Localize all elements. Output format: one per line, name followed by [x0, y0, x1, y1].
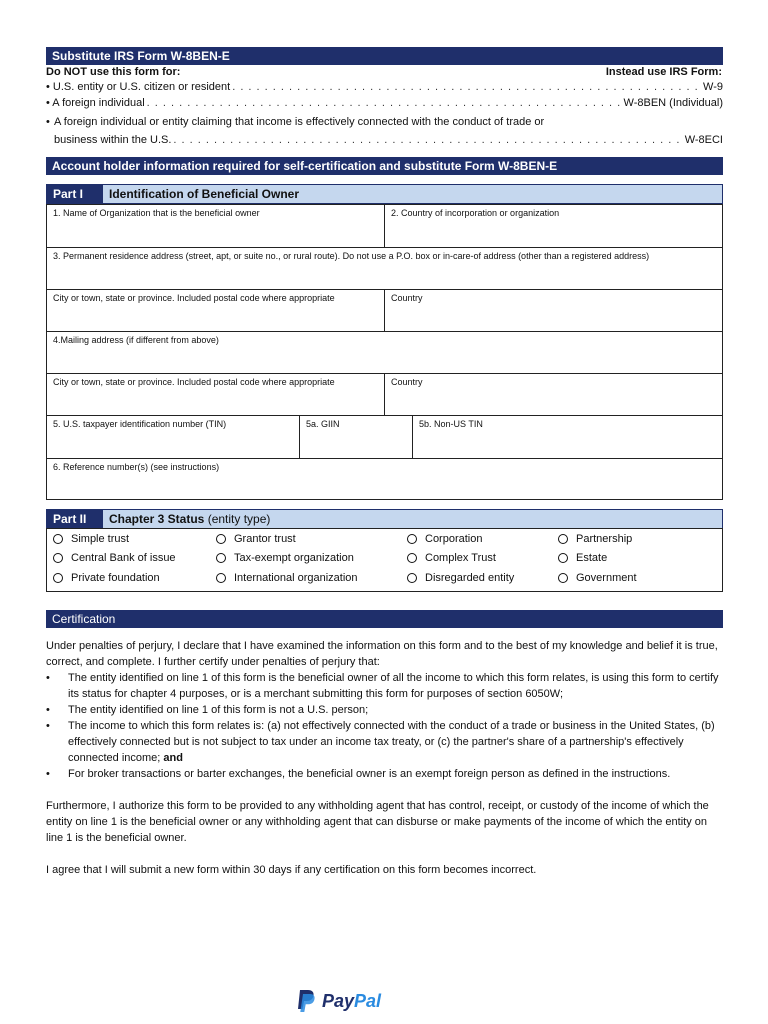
city2-field[interactable] — [47, 374, 385, 415]
option-label: Tax-exempt organization — [234, 552, 354, 564]
logo-pal: Pal — [354, 990, 382, 1011]
bullet-text-group — [68, 718, 723, 766]
option-label: Grantor trust — [234, 533, 296, 545]
alternative-label: • A foreign individual — [46, 97, 145, 109]
reference-number-field[interactable] — [47, 459, 722, 499]
leader-dots — [145, 96, 624, 110]
paypal-wordmark — [322, 991, 381, 1012]
bullet-text: The entity identified on line 1 of this form is not a U.S. person; — [68, 704, 369, 716]
certification-bar: Certification — [46, 610, 723, 628]
logo-pay: Pay — [322, 990, 355, 1011]
radio-icon[interactable] — [53, 534, 63, 544]
perm-address-label: 3. Permanent residence address (street, apt, or suite no., or rural route). Do not use a P.O. box or in-care-of address (other than a registered address) — [53, 251, 650, 261]
option-tax-exempt[interactable] — [216, 551, 354, 565]
alternative-row-w8eci — [54, 133, 723, 147]
option-label: Central Bank of issue — [71, 552, 176, 564]
paypal-logo — [296, 989, 381, 1013]
certification-intro: Under penalties of perjury, I declare that I have examined the information on this form and to the best of my knowledge and belief it is true, correct, and complete. I further certify under penalties of perjury that: — [46, 640, 718, 668]
bullet-dot: • — [46, 768, 50, 780]
alternative-row-w8ben — [46, 96, 723, 110]
country2-label: Country — [391, 377, 423, 387]
part1-header — [46, 184, 723, 204]
alternative-label: business within the U.S. — [54, 134, 172, 146]
radio-icon[interactable] — [216, 534, 226, 544]
radio-icon[interactable] — [216, 553, 226, 563]
mailing-address-field[interactable] — [47, 332, 722, 373]
option-label: Partnership — [576, 533, 633, 545]
org-name-label: 1. Name of Organization that is the beneficial owner — [53, 208, 260, 218]
bullet-and: and — [163, 752, 183, 764]
non-us-tin-field[interactable] — [413, 416, 722, 458]
option-disregarded-entity[interactable] — [407, 571, 514, 585]
bullet-text: The entity identified on line 1 of this form is the beneficial owner of all the income to which this form relates, is using this form to certify its status for chapter 4 purposes, or is a merchant submitting this form for purposes of section 6050W; — [68, 672, 719, 700]
giin-field[interactable] — [300, 416, 412, 458]
country2-field[interactable] — [385, 374, 722, 415]
non-us-tin-label: 5b. Non-US TIN — [419, 419, 483, 429]
reference-number-label: 6. Reference number(s) (see instructions) — [53, 462, 220, 472]
leader-dots — [230, 80, 703, 94]
alternative-form: W-8ECI — [684, 134, 723, 146]
instead-use-label: Instead use IRS Form: — [605, 66, 722, 78]
bullet-dot: • — [46, 672, 50, 684]
certification-bullet — [46, 766, 726, 782]
alternative-eci-bullet: • — [46, 116, 50, 128]
part1-title: Identification of Beneficial Owner — [109, 187, 300, 201]
part2-title-suffix: (entity type) — [207, 512, 271, 526]
certification-bullet — [46, 670, 726, 702]
option-grantor-trust[interactable] — [216, 532, 296, 546]
option-simple-trust[interactable] — [53, 532, 129, 546]
country1-field[interactable] — [385, 290, 722, 331]
leader-dots — [171, 133, 684, 147]
do-not-use-label: Do NOT use this form for: — [46, 66, 181, 78]
option-international-org[interactable] — [216, 571, 358, 585]
entity-type-options — [46, 528, 723, 592]
part2-tag: Part II — [47, 510, 103, 528]
option-complex-trust[interactable] — [407, 551, 496, 565]
city2-label: City or town, state or province. Included postal code where appropriate — [53, 377, 335, 387]
option-partnership[interactable] — [558, 532, 632, 546]
option-estate[interactable] — [558, 551, 607, 565]
option-corporation[interactable] — [407, 532, 482, 546]
radio-icon[interactable] — [407, 553, 417, 563]
radio-icon[interactable] — [558, 534, 568, 544]
certification-bullet — [46, 718, 726, 766]
bullet-dot: • — [46, 720, 50, 732]
option-private-foundation[interactable] — [53, 571, 160, 585]
org-name-field[interactable] — [47, 205, 385, 247]
option-label: Estate — [576, 552, 608, 564]
city1-field[interactable] — [47, 290, 385, 331]
us-tin-label: 5. U.S. taxpayer identification number (TIN) — [53, 419, 227, 429]
part1-fields — [46, 204, 723, 500]
alternative-label: • U.S. entity or U.S. citizen or resident — [46, 81, 231, 93]
certification-furthermore: Furthermore, I authorize this form to be provided to any withholding agent that has control, receipt, or custody of the income of which the entity on line 1 is the beneficial owner or any withholding agent that can disburse or make payments of the income of which the entity on line 1 is the beneficial owner. — [46, 800, 709, 844]
country-incorp-field[interactable] — [385, 205, 722, 247]
alternative-form: W-9 — [703, 81, 723, 93]
bullet-dot: • — [46, 704, 50, 716]
city1-label: City or town, state or province. Included postal code where appropriate — [53, 293, 335, 303]
option-label: Corporation — [425, 533, 483, 545]
radio-icon[interactable] — [53, 553, 63, 563]
form-title-bar: Substitute IRS Form W-8BEN-E — [46, 47, 723, 65]
radio-icon[interactable] — [558, 573, 568, 583]
certification-bullet — [46, 702, 726, 718]
alternative-eci-line1: A foreign individual or entity claiming that income is effectively connected with the conduct of trade or — [54, 116, 545, 128]
bullet-text: For broker transactions or barter exchanges, the beneficial owner is an exempt foreign person as defined in the instructions. — [68, 768, 671, 780]
option-label: Government — [576, 572, 637, 584]
part2-title-main: Chapter 3 Status — [109, 512, 205, 526]
part2-header — [46, 509, 723, 529]
option-central-bank[interactable] — [53, 551, 176, 565]
radio-icon[interactable] — [53, 573, 63, 583]
country1-label: Country — [391, 293, 423, 303]
giin-label: 5a. GIIN — [306, 419, 340, 429]
option-label: Simple trust — [71, 533, 130, 545]
option-government[interactable] — [558, 571, 637, 585]
option-label: Private foundation — [71, 572, 160, 584]
mailing-address-label: 4.Mailing address (if different from above) — [53, 335, 219, 345]
alternative-form: W-8BEN (Individual) — [623, 97, 723, 109]
option-label: Complex Trust — [425, 552, 496, 564]
us-tin-field[interactable] — [47, 416, 299, 458]
perm-address-field[interactable] — [47, 248, 722, 289]
option-label: International organization — [234, 572, 358, 584]
country-incorp-label: 2. Country of incorporation or organization — [391, 208, 560, 218]
certification-agree: I agree that I will submit a new form within 30 days if any certification on this form becomes incorrect. — [46, 864, 537, 876]
radio-icon[interactable] — [558, 553, 568, 563]
alternative-row-w9 — [46, 80, 723, 94]
paypal-icon — [296, 989, 316, 1013]
radio-icon[interactable] — [407, 534, 417, 544]
radio-icon[interactable] — [216, 573, 226, 583]
part2-title — [109, 510, 270, 528]
bullet-text: The income to which this form relates is: (a) not effectively connected with the conduct of a trade or business in the United States, (b) effectively connected but is not subject to tax under an income tax treaty, or (c) the partner's share of a partnership's effectively connected income; — [68, 720, 715, 764]
radio-icon[interactable] — [407, 573, 417, 583]
account-holder-bar: Account holder information required for self-certification and substitute Form W-8BEN-E — [46, 157, 723, 175]
option-label: Disregarded entity — [425, 572, 515, 584]
part1-tag: Part I — [47, 185, 103, 203]
